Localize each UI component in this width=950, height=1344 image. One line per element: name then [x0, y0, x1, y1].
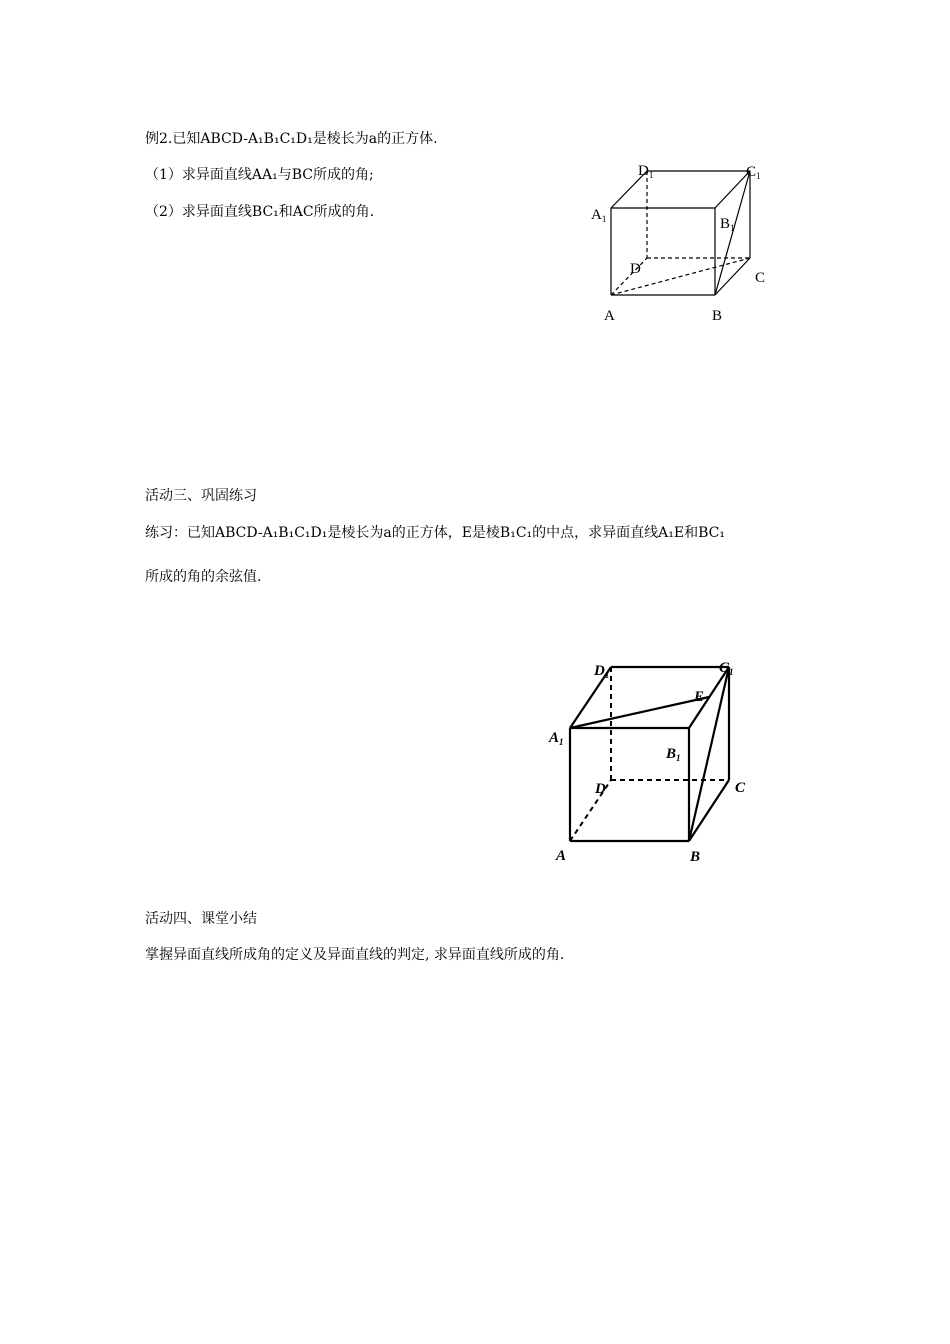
label-C1: $C_1$: [746, 164, 761, 181]
label-A: A: [604, 308, 615, 324]
label-C: C: [735, 780, 746, 796]
label-D: D: [630, 261, 641, 277]
example2-question-1: （1）求异面直线AA₁与BC所成的角;: [145, 167, 374, 183]
label-D1: $D_1$: [594, 663, 610, 680]
example2-question-2: （2）求异面直线BC₁和AC所成的角.: [145, 204, 375, 220]
activity4-heading: 活动四、课堂小结: [145, 911, 257, 927]
label-B: B: [712, 308, 723, 324]
exercise-text-line2: 所成的角的余弦值.: [145, 569, 262, 585]
label-E: E: [694, 689, 705, 705]
exercise-text-line1: 练习：已知ABCD-A₁B₁C₁D₁是棱长为a的正方体，E是棱B₁C₁的中点，求异面直线A₁E和BC₁: [145, 525, 725, 541]
label-B1: $B_1$: [720, 216, 735, 233]
label-B1: $B_1$: [666, 746, 681, 763]
label-C: C: [755, 270, 766, 286]
label-A1: $A_1$: [549, 730, 564, 747]
label-A1: $A_1$: [591, 207, 607, 224]
summary-text: 掌握异面直线所成角的定义及异面直线的判定, 求异面直线所成的角.: [145, 947, 565, 963]
label-C1: $C_1$: [719, 660, 734, 677]
label-B: B: [690, 849, 701, 865]
label-D: D: [595, 781, 606, 797]
label-A: A: [556, 848, 567, 864]
example2-title: 例2.已知ABCD-A₁B₁C₁D₁是棱长为a的正方体.: [145, 131, 438, 147]
activity3-heading: 活动三、巩固练习: [145, 488, 257, 504]
label-D1: $D_1$: [638, 163, 654, 180]
